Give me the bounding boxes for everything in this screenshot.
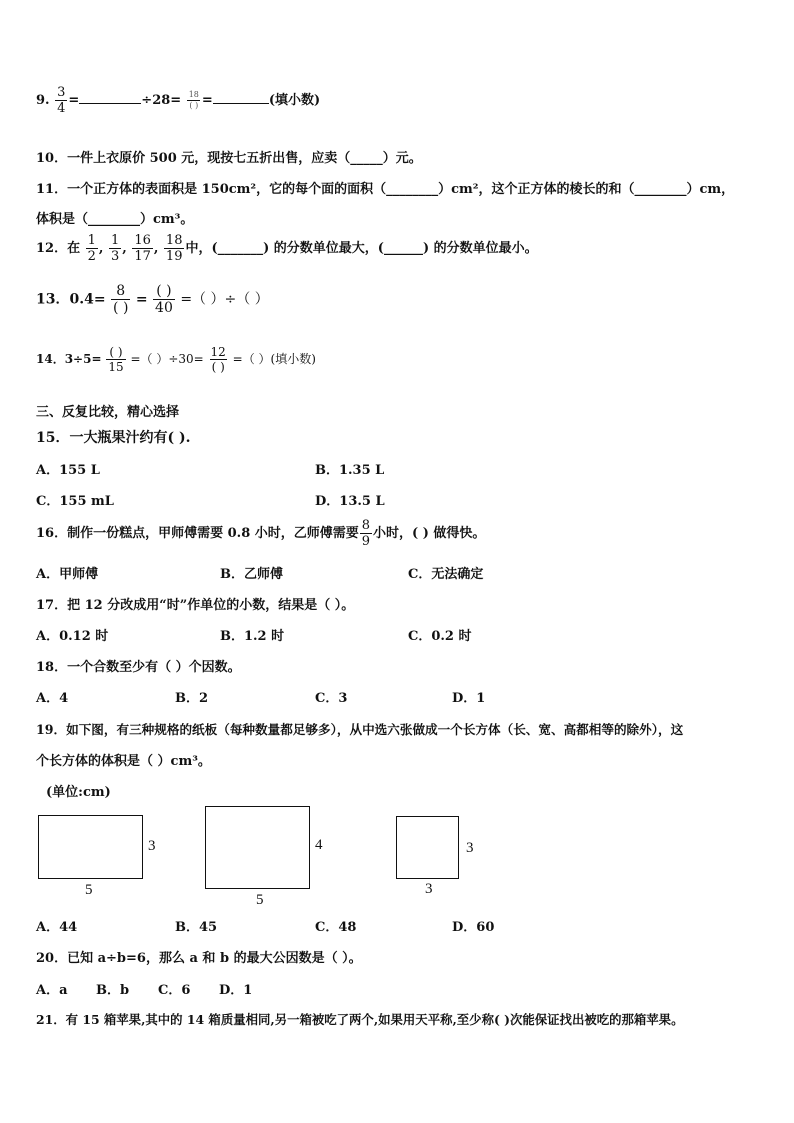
q16-fraction: $\frac{8}{9}$ <box>361 518 371 549</box>
cardboard-rect-5x4 <box>205 806 310 889</box>
q19-option-d[interactable]: D．60 <box>452 920 495 935</box>
question-21: 21．有 15 箱苹果,其中的 14 箱质量相同,另一箱被吃了两个,如果用天平称,至少称( )次能保证找出被吃的那箱苹果。 <box>36 1012 684 1027</box>
q18-option-b[interactable]: B．2 <box>175 691 209 706</box>
question-10: 10．一件上衣原价 500 元，现按七五折出售，应卖（_____）元。 <box>36 151 422 166</box>
question-9: 9. $\frac{3}{4}$ = ÷28= $\frac{18}{( )}$ = (填小数) <box>36 85 321 116</box>
question-11-line-1: 11．一个正方体的表面积是 150cm²，它的每个面的面积（________）cm²，这个正方体的棱长的和（________）cm， <box>36 182 735 197</box>
question-19-line-1: 19．如下图，有三种规格的纸板（每种数量都足够多），从中选六张做成一个长方体（长、宽、高都相等的除外），这 <box>36 722 684 737</box>
cardboard-square-3x3 <box>396 816 459 879</box>
q20-option-b[interactable]: B．b <box>96 983 130 998</box>
section-3-heading: 三、反复比较，精心选择 <box>36 405 180 420</box>
q9-blank-2[interactable] <box>213 93 269 104</box>
q19-option-a[interactable]: A．44 <box>36 920 78 935</box>
question-18: 18．一个合数至少有（ ）个因数。 <box>36 660 241 675</box>
question-16: 16．制作一份糕点，甲师傅需要 0.8 小时，乙师傅需要 $\frac{8}{9}$ 小时，( ) 做得快。 <box>36 518 486 549</box>
rect-1-height-label: 3 <box>148 838 156 854</box>
q17-option-c[interactable]: C．0.2 时 <box>408 629 472 644</box>
q12-fraction-3: $\frac{16}{17}$ <box>134 233 151 264</box>
q9-fraction-2: $\frac{18}{( )}$ <box>188 90 199 110</box>
q15-option-d[interactable]: D．13.5 L <box>315 494 385 509</box>
q15-option-a[interactable]: A．155 L <box>36 463 100 478</box>
unit-label: (单位:cm) <box>46 785 111 800</box>
q16-option-a[interactable]: A．甲师傅 <box>36 567 99 582</box>
question-13: 13．0.4= $\frac{8}{( )}$ = $\frac{( )}{40}$ =（ ）÷（ ） <box>36 283 269 316</box>
q10-blank[interactable]: _____ <box>350 151 383 166</box>
question-15: 15．一大瓶果汁约有( ). <box>36 430 191 446</box>
q12-fraction-1: $\frac{1}{2}$ <box>87 233 96 264</box>
q20-option-d[interactable]: D．1 <box>219 983 253 998</box>
q19-option-b[interactable]: B．45 <box>175 920 218 935</box>
question-19-line-2: 个长方体的体积是（ ）cm³。 <box>36 754 211 769</box>
q9-blank-1[interactable] <box>79 93 141 104</box>
question-14: 14．3÷5= $\frac{( )}{15}$ =（ ）÷30= $\frac{12}{( )}$ =（ ）(填小数) <box>36 345 316 374</box>
q12-fraction-4: $\frac{18}{19}$ <box>165 233 183 264</box>
q15-option-b[interactable]: B．1.35 L <box>315 463 385 478</box>
rect-2-width-label: 5 <box>256 892 264 908</box>
q14-fraction-2: $\frac{12}{( )}$ <box>210 345 226 374</box>
q19-option-c[interactable]: C．48 <box>315 920 357 935</box>
rect-3-height-label: 3 <box>466 840 474 856</box>
q9-fraction-1: $\frac{3}{4}$ <box>57 85 66 116</box>
q16-option-c[interactable]: C．无法确定 <box>408 567 484 582</box>
q20-option-a[interactable]: A．a <box>36 983 68 998</box>
q15-option-c[interactable]: C．155 mL <box>36 494 114 509</box>
q18-option-a[interactable]: A．4 <box>36 691 69 706</box>
question-11-line-2: 体积是（________）cm³。 <box>36 212 194 227</box>
q13-fraction-2: $\frac{( )}{40}$ <box>155 283 173 316</box>
q20-option-c[interactable]: C．6 <box>158 983 191 998</box>
q14-fraction-1: $\frac{( )}{15}$ <box>108 345 124 374</box>
q16-option-b[interactable]: B．乙师傅 <box>220 567 283 582</box>
q17-option-b[interactable]: B．1.2 时 <box>220 629 285 644</box>
q18-option-c[interactable]: C．3 <box>315 691 348 706</box>
q17-option-a[interactable]: A．0.12 时 <box>36 629 109 644</box>
cardboard-rect-5x3 <box>38 815 143 879</box>
question-20: 20．已知 a÷b=6，那么 a 和 b 的最大公因数是（ ）。 <box>36 951 362 966</box>
q18-option-d[interactable]: D．1 <box>452 691 486 706</box>
rect-1-width-label: 5 <box>85 882 93 898</box>
q13-fraction-1: $\frac{8}{( )}$ <box>113 283 129 316</box>
rect-3-width-label: 3 <box>425 881 433 897</box>
q12-fraction-2: $\frac{1}{3}$ <box>110 233 120 264</box>
rect-2-height-label: 4 <box>315 837 323 853</box>
question-12: 12．在 $\frac{1}{2}$ , $\frac{1}{3}$ , $\frac{16}{17}$ , $\frac{18}{19}$ 中，(_______) 的分数单位最大，(______) 的分数单位最小。 <box>36 233 538 264</box>
question-17: 17．把 12 分改成用“时”作单位的小数，结果是（ ）。 <box>36 598 355 613</box>
